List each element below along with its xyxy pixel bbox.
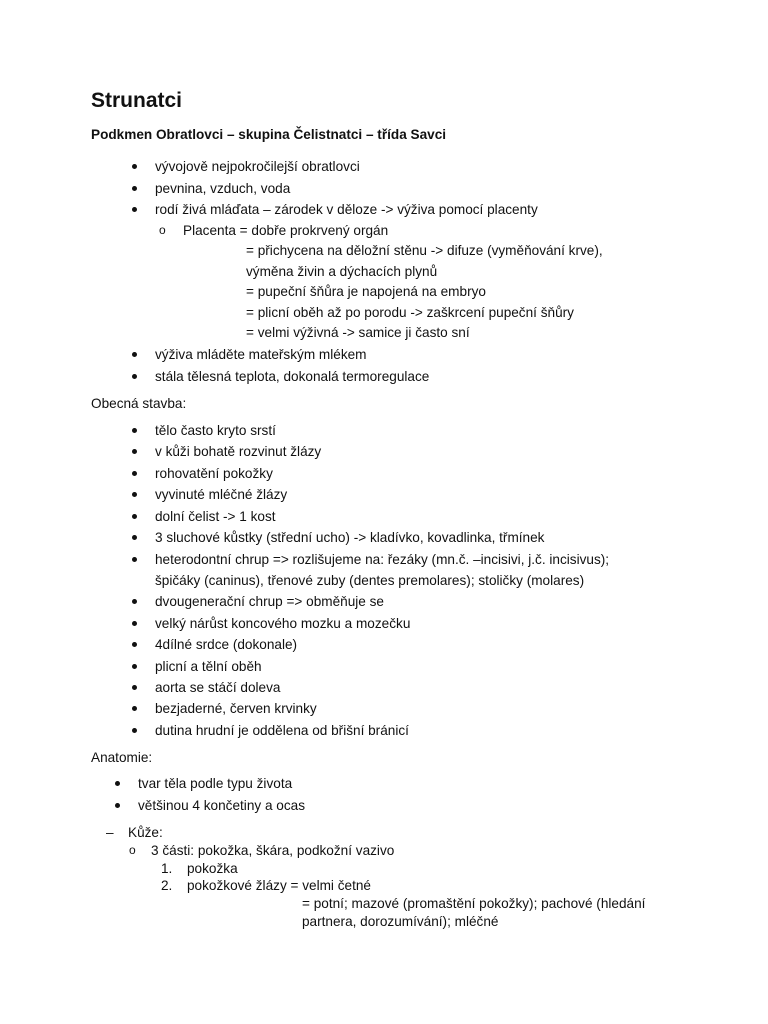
bullet: [132, 207, 137, 212]
bullet: [132, 449, 137, 454]
bullet: [132, 728, 137, 733]
list-item: rodí živá mláďata – zárodek v děloze -> výživa pomocí placenty: [155, 202, 538, 217]
numbered-item: pokožka: [187, 861, 238, 876]
list-item: stála tělesná teplota, dokonalá termoregulace: [155, 369, 430, 384]
numbered-item: pokožkové žlázy = velmi četné: [187, 878, 371, 893]
placenta-line: výměna živin a dýchacích plynů: [246, 264, 438, 279]
sub-bullet-marker: o: [159, 223, 166, 237]
bullet: [115, 781, 120, 786]
glands-line: = potní; mazové (promaštění pokožky); pachové (hledání: [302, 896, 646, 911]
sub-bullet-marker: o: [129, 843, 136, 857]
list-item: bezjaderné, červen krvinky: [155, 701, 317, 716]
bullet: [132, 352, 137, 357]
skin-parts: 3 části: pokožka, škára, podkožní vazivo: [151, 843, 395, 858]
list-item: 4dílné srdce (dokonale): [155, 637, 298, 652]
placenta-line: = plicní oběh až po porodu -> zaškrcení pupeční šňůry: [246, 305, 574, 320]
section-heading-anatomy: Anatomie:: [91, 750, 153, 765]
bullet: [132, 621, 137, 626]
list-item: v kůži bohatě rozvinut žlázy: [155, 444, 322, 459]
list-item: tvar těla podle typu života: [138, 776, 293, 791]
bullet: [132, 535, 137, 540]
dash-marker: –: [106, 825, 114, 840]
bullet: [132, 164, 137, 169]
bullet: [132, 706, 137, 711]
list-item: vyvinuté mléčné žlázy: [155, 487, 288, 502]
bullet: [132, 557, 137, 562]
bullet: [132, 186, 137, 191]
list-item: dutina hrudní je oddělena od břišní bránicí: [155, 723, 409, 738]
list-item: dvougenerační chrup => obměňuje se: [155, 594, 384, 609]
bullet: [132, 492, 137, 497]
page-title: Strunatci: [91, 89, 183, 112]
placenta-line: = přichycena na děložní stěnu -> difuze (vyměňování krve),: [246, 243, 603, 258]
bullet: [132, 685, 137, 690]
placenta-line: = velmi výživná -> samice ji často sní: [246, 325, 470, 340]
list-item: tělo často kryto srstí: [155, 423, 276, 438]
list-item: aorta se stáčí doleva: [155, 680, 281, 695]
list-item: vývojově nejpokročilejší obratlovci: [155, 159, 360, 174]
list-item-continuation: špičáky (caninus), třenové zuby (dentes premolares); stoličky (molares): [155, 573, 585, 588]
list-item: výživa mláděte mateřským mlékem: [155, 347, 367, 362]
bullet: [132, 471, 137, 476]
list-item: většinou 4 končetiny a ocas: [138, 798, 306, 813]
bullet: [132, 374, 137, 379]
numbered-marker: 2.: [161, 878, 173, 893]
bullet: [132, 428, 137, 433]
bullet: [132, 642, 137, 647]
list-item: pevnina, vzduch, voda: [155, 181, 291, 196]
skin-label: Kůže:: [128, 825, 163, 840]
list-item: heterodontní chrup => rozlišujeme na: řezáky (mn.č. –incisivi, j.č. incisivus);: [155, 552, 610, 567]
page-subtitle: Podkmen Obratlovci – skupina Čelistnatci – třída Savci: [91, 127, 447, 142]
bullet: [132, 664, 137, 669]
placenta-label: Placenta = dobře prokrvený orgán: [183, 223, 389, 238]
list-item: velký nárůst koncového mozku a mozečku: [155, 616, 411, 631]
placenta-line: = pupeční šňůra je napojená na embryo: [246, 284, 486, 299]
list-item: rohovatění pokožky: [155, 466, 273, 481]
bullet: [115, 803, 120, 808]
list-item: dolní čelist -> 1 kost: [155, 509, 276, 524]
section-heading-general: Obecná stavba:: [91, 396, 187, 411]
numbered-marker: 1.: [161, 861, 173, 876]
bullet: [132, 514, 137, 519]
list-item: 3 sluchové kůstky (střední ucho) -> kladívko, kovadlinka, třmínek: [155, 530, 545, 545]
list-item: plicní a tělní oběh: [155, 659, 262, 674]
bullet: [132, 599, 137, 604]
glands-line: partnera, dorozumívání); mléčné: [302, 914, 499, 929]
